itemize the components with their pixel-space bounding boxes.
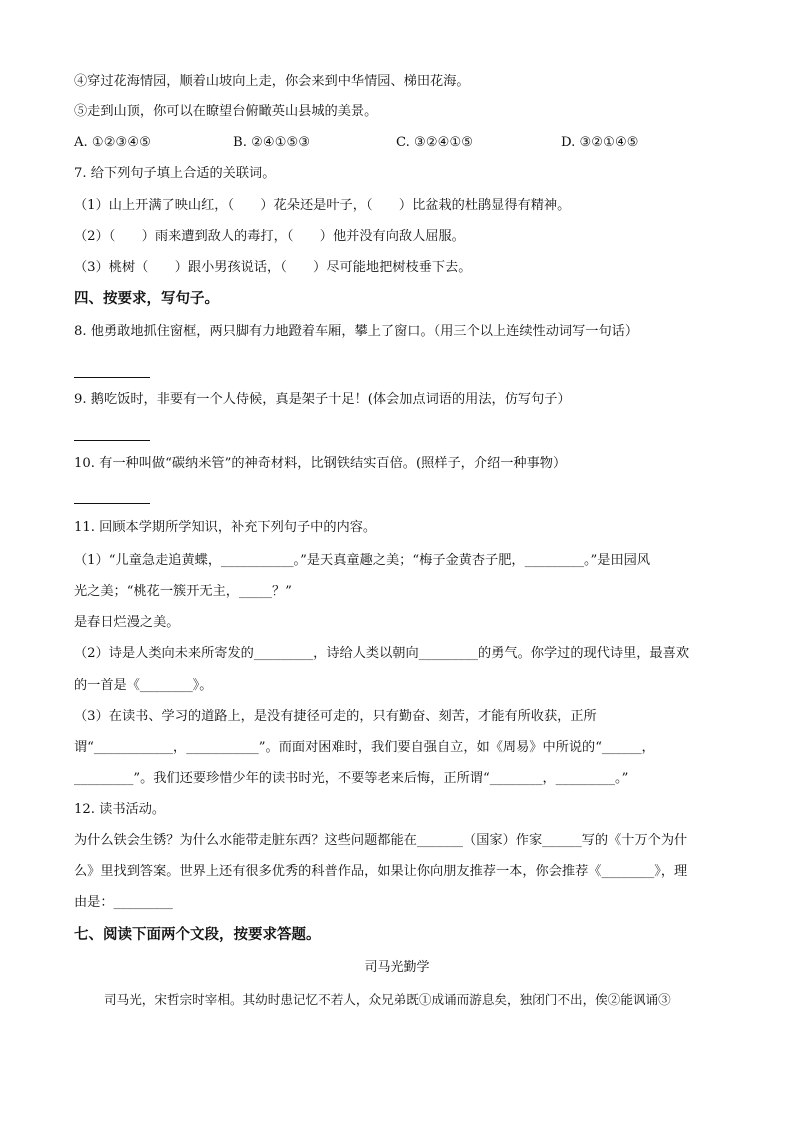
q12-line3: 由是：_________ xyxy=(74,895,173,910)
choice-d: D. ③②①④⑤ xyxy=(561,135,639,150)
q11-part2-line2: 的一首是《________》。 xyxy=(74,678,213,693)
q11-part2-line1: （2）诗是人类向未来所寄发的_________，诗给人类以朝向_________的勇气。你学过的现代诗里，最喜欢 xyxy=(74,646,690,661)
q10-answer-line xyxy=(74,503,150,504)
q11-part3-line1: （3）在读书、学习的道路上，是没有捷径可走的，只有勤奋、刻苦，才能有所收获，正所 xyxy=(74,709,597,724)
q11-stem: 11. 回顾本学期所学知识，补充下列句子中的内容。 xyxy=(74,520,377,535)
choice-a: A. ①②③④⑤ xyxy=(74,135,152,150)
passage-title: 司马光勤学 xyxy=(364,960,430,975)
q11-part3-line2: 谓“____________，___________”。而面对困难时，我们要自强自立，如《周易》中所说的“______， xyxy=(74,740,655,755)
q10-text: 10. 有一种叫做“碳纳米管”的神奇材料，比钢铁结实百倍。(照样子，介绍一种事物） xyxy=(74,456,567,471)
q8-text: 8. 他勇敢地抓住窗框，两只脚有力地蹬着车厢，攀上了窗口。（用三个以上连续性动词写一句话） xyxy=(74,324,639,339)
option-item-4: ④穿过花海情园，顺着山坡向上走，你会来到中华情园、梯田花海。 xyxy=(74,74,470,89)
choice-b: B. ②④①⑤③ xyxy=(233,135,311,150)
q7-sentence-3: （3）桃树（ ）跟小男孩说话，（ ）尽可能地把树枝垂下去。 xyxy=(74,260,472,275)
q7-sentence-2: （2）（ ）雨来遭到敌人的毒打，（ ）他并没有向敌人屈服。 xyxy=(74,229,465,244)
q12-line2: 么》里找到答案。世界上还有很多优秀的科普作品，如果让你向朋友推荐一本，你会推荐《________》，理 xyxy=(74,864,688,879)
q7-stem: 7. 给下列句子填上合适的关联词。 xyxy=(74,166,276,181)
q7-sentence-1: （1）山上开满了映山红，（ ）花朵还是叶子，（ ）比盆栽的杜鹃显得有精神。 xyxy=(74,198,571,213)
q11-part1-line1: （1）“儿童急走追黄蝶，___________。”是天真童趣之美；“梅子金黄杏子肥，_________。”是田园风 xyxy=(74,553,651,568)
section-4-heading: 四、按要求，写句子。 xyxy=(74,290,219,307)
q11-part3-line3: _________”。我们还要珍惜少年的读书时光，不要等老来后悔，正所谓“________，_________。” xyxy=(74,771,629,786)
q11-part1-line3: 是春日烂漫之美。 xyxy=(74,615,180,630)
q8-answer-line xyxy=(74,377,150,378)
q9-answer-line xyxy=(74,440,150,441)
q11-part1-line2: 光之美；“桃花一簇开无主，_____？” xyxy=(74,584,292,599)
choice-c: C. ③②④①⑤ xyxy=(396,135,474,150)
passage-line-1: 司马光，宋哲宗时宰相。其幼时患记忆不若人，众兄弟既①成诵而游息矣，独闭门不出，俟②能讽诵③ xyxy=(104,992,671,1007)
option-item-5: ⑤走到山顶，你可以在瞭望台俯瞰英山县城的美景。 xyxy=(74,104,378,119)
q12-stem: 12. 读书活动。 xyxy=(74,802,166,817)
section-7-heading: 七、阅读下面两个文段，按要求答题。 xyxy=(74,926,321,943)
q9-text: 9. 鹅吃饭时，非要有一个人侍候，真是架子十足！(体会加点词语的用法，仿写句子） xyxy=(74,392,571,407)
q12-line1: 为什么铁会生锈？为什么水能带走脏东西？这些问题都能在_______（国家）作家______写的《十万个为什 xyxy=(74,833,688,848)
